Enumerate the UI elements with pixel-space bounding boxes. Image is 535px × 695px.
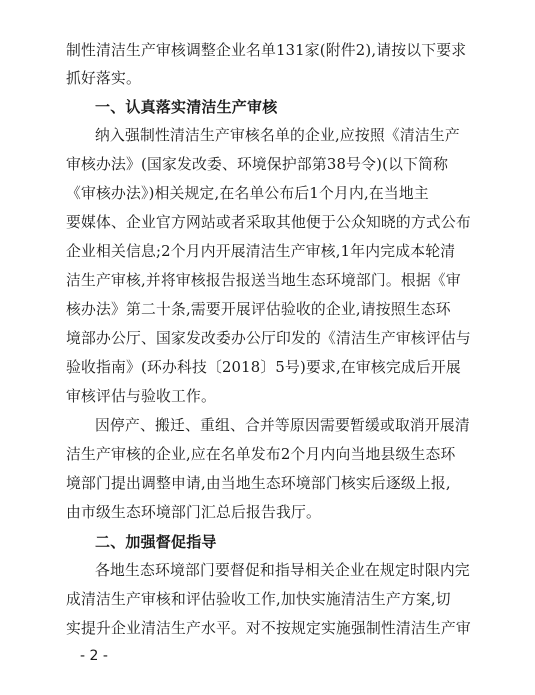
text-line: 纳入强制性清洁生产审核名单的企业,应按照《清洁生产 [95,127,460,144]
page-number: - 2 - [80,648,108,664]
text-line: 制性清洁生产审核调整企业名单131家(附件2),请按以下要求 [66,42,467,59]
section-heading-2: 二、加强督促指导 [95,533,217,551]
text-line: 各地生态环境部门要督促和指导相关企业在规定时限内完 [95,562,470,579]
text-line: 审核办法》(国家发改委、环境保护部第38号令)(以下简称 [66,156,449,173]
text-line: 境部办公厅、国家发改委办公厅印发的《清洁生产审核评估与 [66,330,471,347]
section-heading-1: 一、认真落实清洁生产审核 [95,98,278,116]
text-line: 要媒体、企业官方网站或者采取其他便于公众知晓的方式公布 [66,214,471,231]
text-line: 《审核办法》)相关规定,在名单公布后1个月内,在当地主 [66,185,429,202]
text-line: 抓好落实。 [66,70,141,87]
text-line: 实提升企业清洁生产水平。对不按规定实施强制性清洁生产审 [66,620,471,637]
text-line: 审核评估与验收工作。 [66,388,216,405]
text-line: 验收指南》(环办科技〔2018〕5号)要求,在审核完成后开展 [66,359,461,376]
text-line: 洁生产审核,并将审核报告报送当地生态环境部门。根据《审 [66,272,461,289]
text-line: 洁生产审核的企业,应在名单发布2个月内向当地县级生态环 [66,446,456,463]
text-line: 由市级生态环境部门汇总后报告我厅。 [66,504,321,521]
text-line: 境部门提出调整申请,由当地生态环境部门核实后逐级上报, [66,475,451,492]
text-line: 因停产、搬迁、重组、合并等原因需要暂缓或取消开展清 [95,417,470,434]
text-line: 企业相关信息;2个月内开展清洁生产审核,1年内完成本轮清 [66,243,456,260]
text-line: 成清洁生产审核和评估验收工作,加快实施清洁生产方案,切 [66,591,451,608]
text-line: 核办法》第二十条,需要开展评估验收的企业,请按照生态环 [66,301,451,318]
